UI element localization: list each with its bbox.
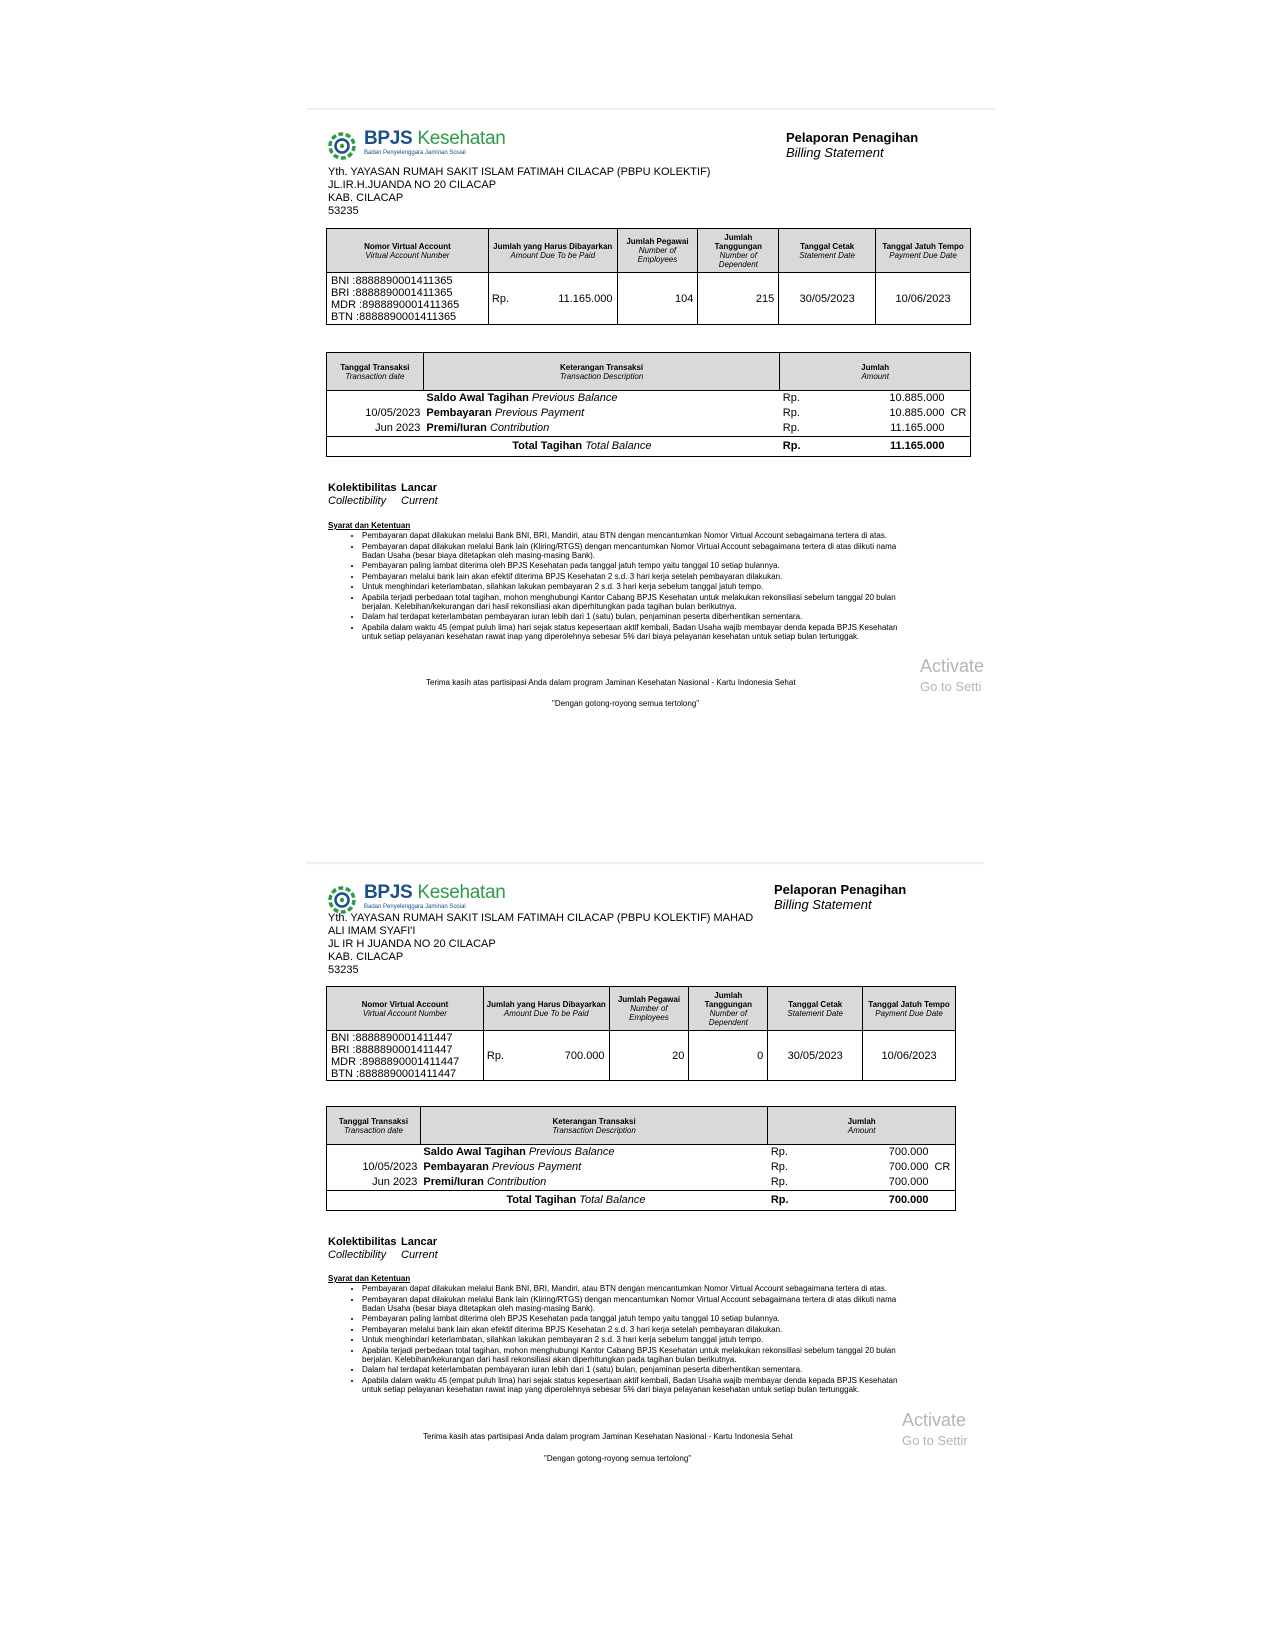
terms-item: • Pembayaran melalui bank lain akan efektif diterima BPJS Kesehatan 2 s.d. 3 hari kerja setelah pembayaran dilakukan. <box>362 1325 898 1334</box>
title-en: Billing Statement <box>786 145 884 160</box>
terms-heading: Syarat dan Ketentuan <box>328 521 411 530</box>
currency: Rp. <box>486 1049 505 1062</box>
employees-count: 20 <box>609 1031 689 1081</box>
payment-date: 10/05/2023 <box>327 1160 421 1175</box>
dependents-count: 0 <box>689 1031 768 1081</box>
virtual-account-numbers <box>327 273 489 325</box>
header-amount-due: Jumlah yang Harus Dibayarkan Amount Due To be Paid <box>483 987 609 1031</box>
va-mdr: MDR :8988890001411365 <box>331 298 460 311</box>
prev-balance-amount: 10.885.000 <box>889 392 945 404</box>
va-bni: BNI :8888890001411447 <box>331 1031 453 1044</box>
brand-name-suffix: Kesehatan <box>417 882 506 903</box>
terms-item: • Dalam hal terdapat keterlambatan pembayaran iuran lebih dari 1 (satu) bulan, penjaminan peserta diberhentikan sementara. <box>362 612 908 621</box>
trx-row-total: Total Tagihan Total Balance Rp. 11.165.000 <box>327 437 971 457</box>
statement-date: 30/05/2023 <box>779 273 876 325</box>
terms-item: • Apabila dalam waktu 45 (empat puluh lima) hari sejak status kepesertaan aktif kembali, Badan Usaha wajib membayar denda kepada BPJS Kesehatan untuk setiap pelayanan kesehatan rawat inap yang diperolehnya sebesar 5% dari biaya pelayanan kesehatan untuk setiap bulan tertunggak. <box>362 1376 898 1394</box>
collectibility-value: Lancar <box>401 1236 438 1248</box>
statement-title <box>786 130 918 160</box>
address-line: 53235 <box>328 205 359 217</box>
header-due-date: Tanggal Jatuh Tempo Payment Due Date <box>876 229 971 273</box>
due-date: 10/06/2023 <box>863 1031 956 1081</box>
terms-item: • Pembayaran dapat dilakukan melalui Bank BNI, BRI, Mandiri, atau BTN dengan mencantumkan Nomor Virtual Account sebagaimana tertera di atas. <box>362 1284 898 1293</box>
motto: "Dengan gotong-royong semua tertolong" <box>544 1454 692 1463</box>
header-statement-date: Tanggal Cetak Statement Date <box>779 229 876 273</box>
address-line: JL.IR.H.JUANDA NO 20 CILACAP <box>328 179 497 191</box>
trx-row-contribution: Jun 2023 Premi/Iuran Contribution Rp. 700.000 <box>327 1175 956 1191</box>
header-due-date: Tanggal Jatuh Tempo Payment Due Date <box>863 987 956 1031</box>
statement-title <box>774 882 906 912</box>
trx-row-payment: 10/05/2023 Pembayaran Previous Payment Rp. 700.000 CR <box>327 1160 956 1175</box>
thank-you-note: Terima kasih atas partisipasi Anda dalam program Jaminan Kesehatan Nasional - Kartu Indonesia Sehat <box>423 1432 793 1441</box>
currency: Rp. <box>491 292 510 305</box>
terms-item: • Untuk menghindari keterlambatan, silahkan lakukan pembayaran 2 s.d. 3 hari kerja sebelum tanggal jatuh tempo. <box>362 1335 898 1344</box>
address-line: 53235 <box>328 964 359 976</box>
contribution-amount: 11.165.000 <box>890 422 945 434</box>
amount-due: 700.000 <box>564 1049 605 1062</box>
transaction-table <box>326 1106 956 1211</box>
va-btn: BTN :8888890001411447 <box>331 1067 457 1080</box>
terms-item: • Pembayaran paling lambat diterima oleh BPJS Kesehatan pada tanggal jatuh tempo yaitu tanggal 10 setiap bulannya. <box>362 1314 898 1323</box>
contribution-amount: 700.000 <box>888 1176 929 1188</box>
total-amount: 11.165.000 <box>878 437 948 457</box>
terms-item: • Apabila terjadi perbedaan total tagihan, mohon menghubungi Kantor Cabang BPJS Kesehatan untuk melakukan rekonsiliasi sebelum tanggal 20 bulan berjalan. Kelebihan/kekurangan dari hasil rekonsiliasi akan diperhitungkan pada tagihan bulan berikutnya. <box>362 593 908 611</box>
va-bri: BRI :8888890001411447 <box>331 1043 453 1056</box>
terms-and-conditions <box>328 521 908 642</box>
payment-amount: 700.000 <box>888 1161 929 1173</box>
terms-item: • Pembayaran paling lambat diterima oleh BPJS Kesehatan pada tanggal jatuh tempo yaitu tanggal 10 setiap bulannya. <box>362 561 908 570</box>
header-trx-desc: Keterangan Transaksi Transaction Description <box>423 353 779 391</box>
header-trx-amount: Jumlah Amount <box>780 353 971 391</box>
recipient-address <box>328 166 710 218</box>
amount-due-cell <box>483 1031 609 1081</box>
contribution-period: Jun 2023 <box>327 421 424 437</box>
virtual-account-numbers <box>327 1031 484 1081</box>
total-amount: 700.000 <box>864 1191 932 1211</box>
amount-due: 11.165.000 <box>558 292 613 305</box>
activation-watermark: Activate Go to Settir <box>902 1410 968 1448</box>
trx-row-payment: 10/05/2023 Pembayaran Previous Payment Rp. 10.885.000 CR <box>327 406 971 421</box>
recipient-address <box>328 912 753 977</box>
header-trx-amount: Jumlah Amount <box>768 1107 956 1145</box>
employees-count: 104 <box>617 273 698 325</box>
va-btn: BTN :8888890001411365 <box>331 310 457 323</box>
prev-balance-amount: 700.000 <box>888 1146 929 1158</box>
terms-item: • Pembayaran melalui bank lain akan efektif diterima BPJS Kesehatan 2 s.d. 3 hari kerja setelah pembayaran dilakukan. <box>362 572 908 581</box>
address-line: ALI IMAM SYAFI'I <box>328 925 416 937</box>
header-employees: Jumlah Pegawai Number of Employees <box>617 229 698 273</box>
address-line: KAB. CILACAP <box>328 192 404 204</box>
header-trx-date: Tanggal Transaksi Transaction date <box>327 353 424 391</box>
address-line: Yth. YAYASAN RUMAH SAKIT ISLAM FATIMAH CILACAP (PBPU KOLEKTIF) MAHAD <box>328 912 754 924</box>
trx-row-previous-balance: Saldo Awal Tagihan Previous Balance Rp. 10.885.000 <box>327 391 971 407</box>
terms-heading: Syarat dan Ketentuan <box>328 1274 411 1283</box>
statement-date: 30/05/2023 <box>768 1031 863 1081</box>
title-id: Pelaporan Penagihan <box>786 130 919 145</box>
thank-you-note: Terima kasih atas partisipasi Anda dalam program Jaminan Kesehatan Nasional - Kartu Indonesia Sehat <box>426 678 796 687</box>
collectibility: Kolektibilitas Lancar Collectibility Current <box>328 1236 438 1261</box>
terms-item: • Untuk menghindari keterlambatan, silahkan lakukan pembayaran 2 s.d. 3 hari kerja sebelum tanggal jatuh tempo. <box>362 582 908 591</box>
transaction-table <box>326 352 971 457</box>
brand-name: BPJS <box>364 128 413 149</box>
billing-summary-table <box>326 228 971 325</box>
header-trx-date: Tanggal Transaksi Transaction date <box>327 1107 421 1145</box>
page-edge <box>306 108 996 111</box>
billing-summary-table <box>326 986 956 1081</box>
trx-row-total: Total Tagihan Total Balance Rp. 700.000 <box>327 1191 956 1211</box>
address-line: KAB. CILACAP <box>328 951 404 963</box>
header-statement-date: Tanggal Cetak Statement Date <box>768 987 863 1031</box>
title-id: Pelaporan Penagihan <box>774 882 907 897</box>
trx-row-previous-balance: Saldo Awal Tagihan Previous Balance Rp. 700.000 <box>327 1145 956 1161</box>
header-va: Nomor Virtual Account Virtual Account Number <box>327 229 489 273</box>
va-bri: BRI :8888890001411365 <box>331 286 453 299</box>
header-amount-due: Jumlah yang Harus Dibayarkan Amount Due To be Paid <box>488 229 617 273</box>
brand-tagline: Badan Penyelenggara Jaminan Sosial <box>364 904 466 910</box>
collectibility: Kolektibilitas Lancar Collectibility Current <box>328 482 438 507</box>
credit-marker: CR <box>947 406 970 421</box>
terms-item: • Apabila dalam waktu 45 (empat puluh lima) hari sejak status kepesertaan aktif kembali, Badan Usaha wajib membayar denda kepada BPJS Kesehatan untuk setiap pelayanan kesehatan rawat inap yang diperolehnya sebesar 5% dari biaya pelayanan kesehatan untuk setiap bulan tertunggak. <box>362 623 908 641</box>
trx-row-contribution: Jun 2023 Premi/Iuran Contribution Rp. 11.165.000 <box>327 421 971 437</box>
address-line: JL IR H JUANDA NO 20 CILACAP <box>328 938 496 950</box>
terms-item: • Pembayaran dapat dilakukan melalui Bank BNI, BRI, Mandiri, atau BTN dengan mencantumkan Nomor Virtual Account sebagaimana tertera di atas. <box>362 531 908 540</box>
terms-item: • Apabila terjadi perbedaan total tagihan, mohon menghubungi Kantor Cabang BPJS Kesehatan untuk melakukan rekonsiliasi sebelum tanggal 20 bulan berjalan. Kelebihan/kekurangan dari hasil rekonsiliasi akan diperhitungkan pada tagihan bulan berikutnya. <box>362 1346 898 1364</box>
brand-name-suffix: Kesehatan <box>417 128 506 149</box>
header-employees: Jumlah Pegawai Number of Employees <box>609 987 689 1031</box>
credit-marker: CR <box>931 1160 955 1175</box>
due-date: 10/06/2023 <box>876 273 971 325</box>
terms-and-conditions <box>328 1274 898 1395</box>
title-en: Billing Statement <box>774 897 872 912</box>
collectibility-value: Lancar <box>401 482 438 494</box>
header-dependents: Jumlah Tanggungan Number of Dependent <box>698 229 779 273</box>
payment-date: 10/05/2023 <box>327 406 424 421</box>
activation-watermark: Activate Go to Setti <box>920 656 985 694</box>
dependents-count: 215 <box>698 273 779 325</box>
va-bni: BNI :8888890001411365 <box>331 274 453 287</box>
bpjs-emblem-icon <box>328 886 356 914</box>
address-line: Yth. YAYASAN RUMAH SAKIT ISLAM FATIMAH CILACAP (PBPU KOLEKTIF) <box>328 166 711 178</box>
motto: "Dengan gotong-royong semua tertolong" <box>552 699 700 708</box>
payment-amount: 10.885.000 <box>889 407 945 419</box>
amount-due-cell <box>488 273 617 325</box>
contribution-period: Jun 2023 <box>327 1175 421 1191</box>
terms-item: • Pembayaran dapat dilakukan melalui Bank lain (Kliring/RTGS) dengan mencantumkan Nomor Virtual Account sebagaimana tertera di atas diikuti nama Badan Usaha (besar biaya ditetapkan oleh masing-masing Bank). <box>362 1295 898 1313</box>
page-edge <box>306 862 984 865</box>
terms-item: • Dalam hal terdapat keterlambatan pembayaran iuran lebih dari 1 (satu) bulan, penjaminan peserta diberhentikan sementara. <box>362 1365 898 1374</box>
billing-statement-1 <box>306 108 996 728</box>
brand-name: BPJS <box>364 882 413 903</box>
bpjs-emblem-icon <box>328 132 356 160</box>
billing-statement-2 <box>306 862 984 1482</box>
header-va: Nomor Virtual Account Virtual Account Number <box>327 987 484 1031</box>
brand-tagline: Badan Penyelenggara Jaminan Sosial <box>364 150 466 156</box>
header-trx-desc: Keterangan Transaksi Transaction Description <box>420 1107 767 1145</box>
va-mdr: MDR :8988890001411447 <box>331 1055 460 1068</box>
terms-item: • Pembayaran dapat dilakukan melalui Bank lain (Kliring/RTGS) dengan mencantumkan Nomor Virtual Account sebagaimana tertera di atas diikuti nama Badan Usaha (besar biaya ditetapkan oleh masing-masing Bank). <box>362 542 908 560</box>
header-dependents: Jumlah Tanggungan Number of Dependent <box>689 987 768 1031</box>
